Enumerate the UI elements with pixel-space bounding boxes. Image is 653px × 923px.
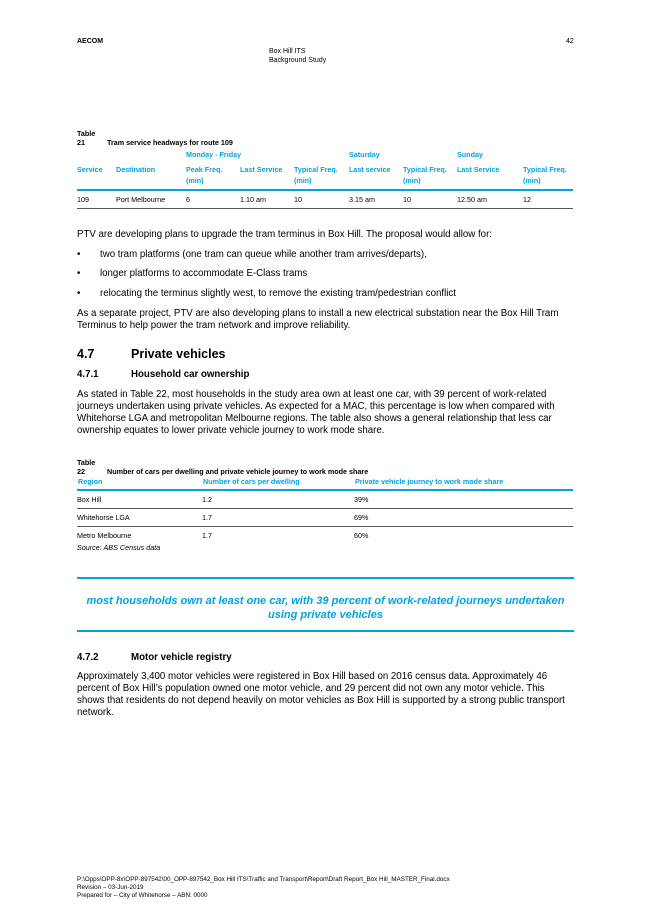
company-name: AECOM	[77, 38, 104, 45]
quote-divider-top	[77, 577, 574, 579]
table-cell: 1.7	[202, 509, 354, 527]
table21-caption-text: Tram service headways for route 109	[107, 138, 233, 147]
file-path: P:\Opps\OPP-8x\OPP-897542\00_OPP-897542_Box Hill ITS\Traffic and Transport\Report\Draft Report_Box Hill_MASTER_Final.docx	[77, 876, 450, 883]
column-header: Region	[77, 476, 202, 490]
table-header-row	[77, 164, 573, 190]
page-number: 42	[566, 38, 574, 45]
pull-quote: most households own at least one car, with 39 percent of work-related journeys undertaken using private vehicles	[86, 595, 565, 621]
table-cell: 39%	[354, 490, 573, 509]
group-saturday: Saturday	[349, 150, 380, 159]
table-cell: 1.10 am	[240, 190, 294, 209]
column-header: Private vehicle journey to work mode share	[354, 476, 573, 490]
page-footer	[77, 876, 450, 900]
quote-divider-bottom	[77, 630, 574, 632]
subsection-title: Motor vehicle registry	[131, 652, 232, 663]
table-cell: 12	[523, 190, 573, 209]
section-number: 4.7	[77, 347, 95, 361]
table-row	[77, 509, 573, 527]
table-cell: 10	[403, 190, 457, 209]
project-title: Box Hill ITS	[269, 48, 306, 55]
group-monday-friday: Monday - Friday	[186, 150, 242, 159]
bullet-text: longer platforms to accommodate E-Class trams	[100, 268, 308, 279]
column-header: Service	[77, 164, 116, 190]
column-header: Number of cars per dwelling	[202, 476, 354, 490]
table-header-row	[77, 476, 573, 490]
paragraph-substation: As a separate project, PTV are also developing plans to install a new electrical substation near the Box Hill Tram Terminus to help power the tram network and improve reliability.	[77, 308, 559, 331]
table-cell: Box Hill	[77, 490, 202, 509]
bullet-icon: •	[77, 249, 81, 260]
table-row	[77, 190, 573, 209]
bullet-icon: •	[77, 288, 81, 299]
prepared-for: Prepared for – City of Whitehorse – ABN: 0000	[77, 892, 208, 899]
table-group-row	[77, 150, 573, 164]
table-row	[77, 527, 573, 545]
bullet-icon: •	[77, 268, 81, 279]
table21-caption	[77, 129, 233, 147]
paragraph-vehicle-registry: Approximately 3,400 motor vehicles were registered in Box Hill based on 2016 census data. Approximately 46 percent of Box Hill’s population owned one motor vehicle, and 29 percent did not own any motor vehicle. This shows that residents do not depend heavily on motor vehicles as Box Hill is supported by a strong public transport network.	[77, 671, 565, 718]
column-header: Typical Freq. (min)	[523, 164, 573, 190]
table22-caption-number: Table 22	[77, 458, 96, 476]
subsection-number: 4.7.1	[77, 369, 99, 380]
group-sunday: Sunday	[457, 150, 483, 159]
paragraph-tram-terminus: PTV are developing plans to upgrade the tram terminus in Box Hill. The proposal would allow for:	[77, 229, 492, 240]
paragraph-car-ownership: As stated in Table 22, most households in the study area own at least one car, with 39 percent of work-related journeys undertaken using private vehicles. As expected for a MAC, this percentage is low when compared with Whitehorse LGA and metropolitan Melbourne regions. The table also shows a general relationship that less car ownership equates to lower private vehicle journey to work mode share.	[77, 389, 555, 436]
table-cell: 6	[186, 190, 240, 209]
subsection-number: 4.7.2	[77, 652, 99, 663]
column-header: Last Service	[457, 164, 523, 190]
table-cell: 109	[77, 190, 116, 209]
column-header: Typical Freq. (min)	[403, 164, 457, 190]
table-cell: 60%	[354, 531, 369, 540]
column-header: Typical Freq. (min)	[294, 164, 349, 190]
bullet-text: two tram platforms (one tram can queue while another tram arrives/departs),	[100, 249, 427, 260]
table-cell: Metro Melbourne	[77, 531, 132, 540]
table-cell: Whitehorse LGA	[77, 509, 202, 527]
table-row	[77, 490, 573, 509]
table22-caption-text: Number of cars per dwelling and private vehicle journey to work mode share	[107, 467, 369, 476]
table22-caption	[77, 458, 368, 476]
revision-date: Revision – 03-Jun-2019	[77, 884, 144, 891]
car-ownership-table	[77, 476, 573, 544]
table-cell: Port Melbourne	[116, 190, 186, 209]
column-header: Last Service	[240, 164, 294, 190]
section-title: Private vehicles	[131, 347, 226, 361]
table-cell: 1.2	[202, 490, 354, 509]
tram-headway-table	[77, 150, 573, 209]
document-title: Background Study	[269, 57, 327, 64]
table-cell: 1.7	[202, 531, 212, 540]
document-header	[269, 47, 326, 65]
table21-caption-number: Table 21	[77, 129, 96, 147]
table-cell: 69%	[354, 509, 573, 527]
table-source-note: Source: ABS Census data	[77, 543, 161, 552]
subsection-title: Household car ownership	[131, 369, 250, 380]
table-cell: 12.50 am	[457, 190, 523, 209]
column-header: Last service	[349, 164, 403, 190]
column-header: Peak Freq. (min)	[186, 164, 240, 190]
table-cell: 10	[294, 190, 349, 209]
table-cell: 3.15 am	[349, 190, 403, 209]
bullet-text: relocating the terminus slightly west, to remove the existing tram/pedestrian conflict	[100, 288, 456, 299]
column-header: Destination	[116, 164, 186, 190]
